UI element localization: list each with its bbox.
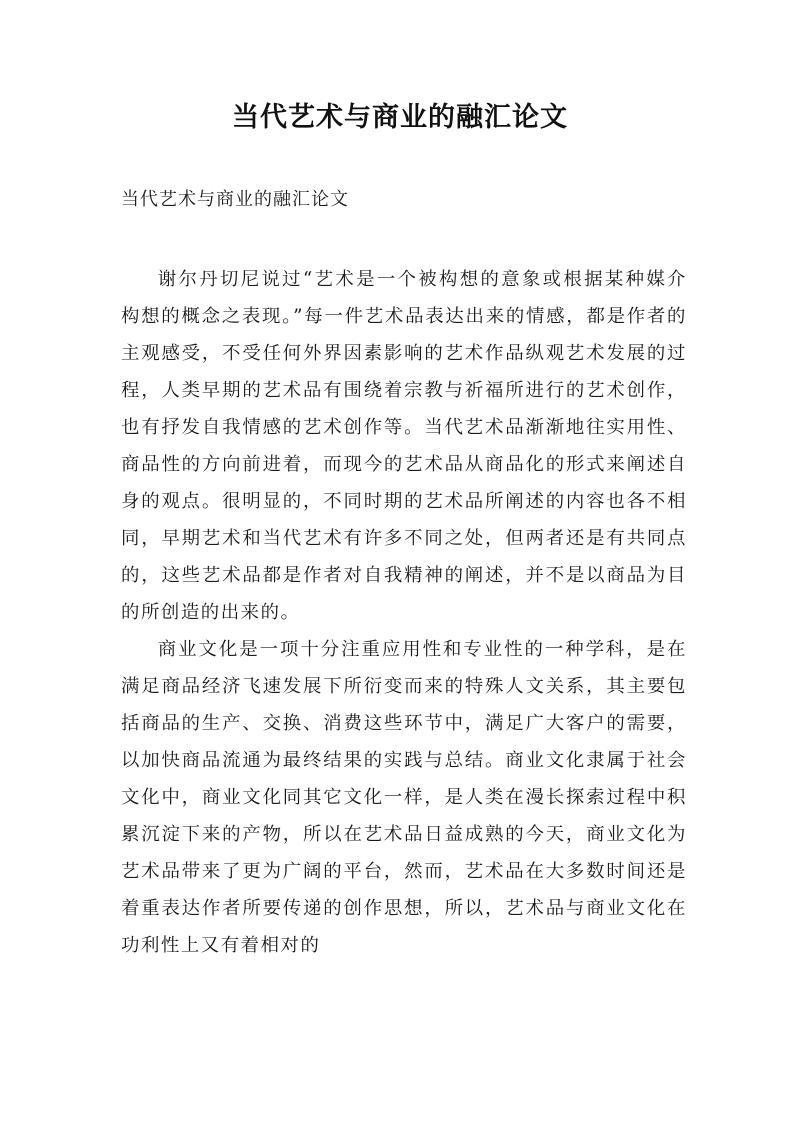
body-paragraph: 谢尔丹切尼说过“艺术是一个被构想的意象或根据某种媒介构想的概念之表现。”每一件艺术品表达出来的情感，都是作者的主观感受，不受任何外界因素影响的艺术作品纵观艺术发展的过程，人类早期的艺术品有围绕着宗教与祈福所进行的艺术创作，也有抒发自我情感的艺术创作等。当代艺术品渐渐地往实用性、商品性的方向前进着，而现今的艺术品从商品化的形式来阐述自身的观点。很明显的，不同时期的艺术品所阐述的内容也各不相同，早期艺术和当代艺术有许多不同之处，但两者还是有共同点的，这些艺术品都是作者对自我精神的阐述，并不是以商品为目的所创造的出来的。 — [121, 269, 687, 623]
document-title: 当代艺术与商业的融汇论文 — [232, 102, 568, 133]
body-paragraph: 商业文化是一项十分注重应用性和专业性的一种学科，是在满足商品经济飞速发展下所衍变而来的特殊人文关系，其主要包括商品的生产、交换、消费这些环节中，满足广大客户的需要，以加快商品流通为最终结果的实践与总结。商业文化隶属于社会文化中，商业文化同其它文化一样，是人类在漫长探索过程中积累沉淀下来的产物，所以在艺术品日益成熟的今天，商业文化为艺术品带来了更为广阔的平台，然而，艺术品在大多数时间还是着重表达作者所要传递的创作思想，所以，艺术品与商业文化在功利性上又有着相对的 — [121, 639, 687, 956]
document-body — [121, 261, 687, 964]
document-subtitle: 当代艺术与商业的融汇论文 — [121, 189, 349, 210]
